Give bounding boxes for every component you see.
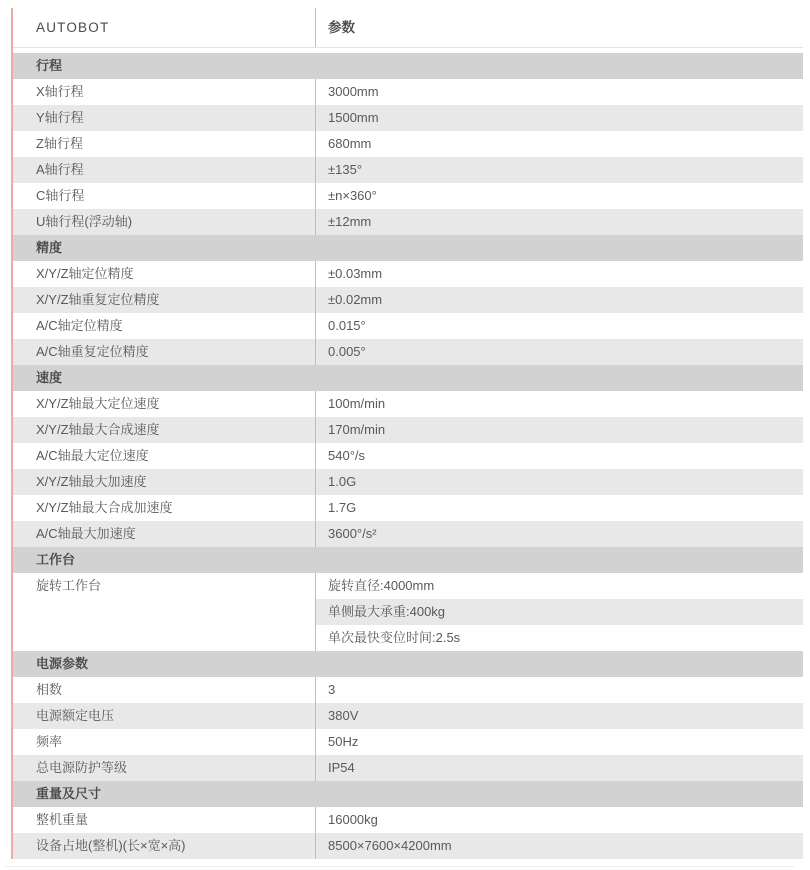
spec-label: X/Y/Z轴重复定位精度 xyxy=(36,292,160,307)
spec-value: 1.7G xyxy=(315,495,803,521)
worktable-values xyxy=(315,573,803,651)
spec-label: X/Y/Z轴最大合成速度 xyxy=(36,422,160,437)
spec-value: ±12mm xyxy=(315,209,803,235)
spec-label: 设备占地(整机)(长×宽×高) xyxy=(36,838,186,853)
spec-value: ±0.03mm xyxy=(315,261,803,287)
spec-label: X/Y/Z轴最大合成加速度 xyxy=(36,500,173,515)
spec-value: 50Hz xyxy=(315,729,803,755)
spec-value: 100m/min xyxy=(315,391,803,417)
spec-row xyxy=(13,391,803,417)
spec-value: 380V xyxy=(315,703,803,729)
product-name: AUTOBOT xyxy=(36,20,110,35)
section-title: 精度 xyxy=(36,240,63,255)
section-title: 行程 xyxy=(36,58,63,73)
spec-value: 540°/s xyxy=(315,443,803,469)
parameters-column-title: 参数 xyxy=(315,8,803,47)
spec-row xyxy=(13,469,803,495)
spec-table xyxy=(11,8,803,859)
section-title: 电源参数 xyxy=(36,656,89,671)
spec-value: 680mm xyxy=(315,131,803,157)
spec-label: 电源额定电压 xyxy=(36,708,115,723)
spec-value: 1.0G xyxy=(315,469,803,495)
spec-value: IP54 xyxy=(315,755,803,781)
section-band-power xyxy=(13,651,803,677)
spec-label: Y轴行程 xyxy=(36,110,84,125)
spec-label: U轴行程(浮动轴) xyxy=(36,214,133,229)
spec-row xyxy=(13,105,803,131)
spec-label: 总电源防护等级 xyxy=(36,760,128,775)
spec-label: 旋转工作台 xyxy=(13,573,315,651)
spec-value: 0.005° xyxy=(315,339,803,365)
spec-value: 3 xyxy=(315,677,803,703)
spec-row xyxy=(13,157,803,183)
spec-label: X/Y/Z轴最大定位速度 xyxy=(36,396,160,411)
spec-row xyxy=(13,183,803,209)
spec-row xyxy=(13,443,803,469)
spec-row xyxy=(13,261,803,287)
bottom-separator xyxy=(5,866,794,867)
section-title: 工作台 xyxy=(36,552,76,567)
worktable-group-row xyxy=(13,573,803,651)
spec-value: 单次最快变位时间:2.5s xyxy=(328,630,461,645)
spec-value: 170m/min xyxy=(315,417,803,443)
spec-row xyxy=(13,755,803,781)
spec-label: 整机重量 xyxy=(36,812,89,827)
spec-value: 旋转直径:4000mm xyxy=(328,578,435,593)
spec-value: ±n×360° xyxy=(315,183,803,209)
spec-row xyxy=(13,833,803,859)
spec-label: C轴行程 xyxy=(36,188,85,203)
spec-label: X轴行程 xyxy=(36,84,84,99)
section-title: 速度 xyxy=(36,370,63,385)
spec-label: X/Y/Z轴最大加速度 xyxy=(36,474,147,489)
section-band-precision xyxy=(13,235,803,261)
spec-row xyxy=(13,313,803,339)
spec-row xyxy=(13,131,803,157)
spec-value: 8500×7600×4200mm xyxy=(315,833,803,859)
spec-value: ±135° xyxy=(315,157,803,183)
spec-row xyxy=(13,417,803,443)
spec-row xyxy=(13,287,803,313)
spec-label: A/C轴重复定位精度 xyxy=(36,344,149,359)
spec-row xyxy=(13,79,803,105)
spec-label: X/Y/Z轴定位精度 xyxy=(36,266,134,281)
spec-row xyxy=(13,495,803,521)
section-title: 重量及尺寸 xyxy=(36,786,102,801)
spec-row xyxy=(13,677,803,703)
spec-label: A/C轴定位精度 xyxy=(36,318,123,333)
spec-label: A/C轴最大定位速度 xyxy=(36,448,149,463)
section-band-speed xyxy=(13,365,803,391)
spec-value: 3600°/s² xyxy=(315,521,803,547)
spec-row xyxy=(13,729,803,755)
spec-value: 0.015° xyxy=(315,313,803,339)
spec-label: Z轴行程 xyxy=(36,136,83,151)
section-band-worktable xyxy=(13,547,803,573)
spec-row xyxy=(13,209,803,235)
spec-row xyxy=(13,339,803,365)
spec-label: 频率 xyxy=(36,734,63,749)
spec-row xyxy=(13,807,803,833)
spec-value: 单侧最大承重:400kg xyxy=(316,599,803,625)
spec-label: A/C轴最大加速度 xyxy=(36,526,136,541)
spec-label: A轴行程 xyxy=(36,162,84,177)
spec-value: 16000kg xyxy=(315,807,803,833)
section-band-weight-dimensions xyxy=(13,781,803,807)
spec-value: 3000mm xyxy=(315,79,803,105)
spec-row xyxy=(13,703,803,729)
table-header-row xyxy=(13,8,803,48)
spec-value: 1500mm xyxy=(315,105,803,131)
spec-label: 相数 xyxy=(36,682,63,697)
spec-value: ±0.02mm xyxy=(315,287,803,313)
spec-row xyxy=(13,521,803,547)
section-band-travel xyxy=(13,53,803,79)
